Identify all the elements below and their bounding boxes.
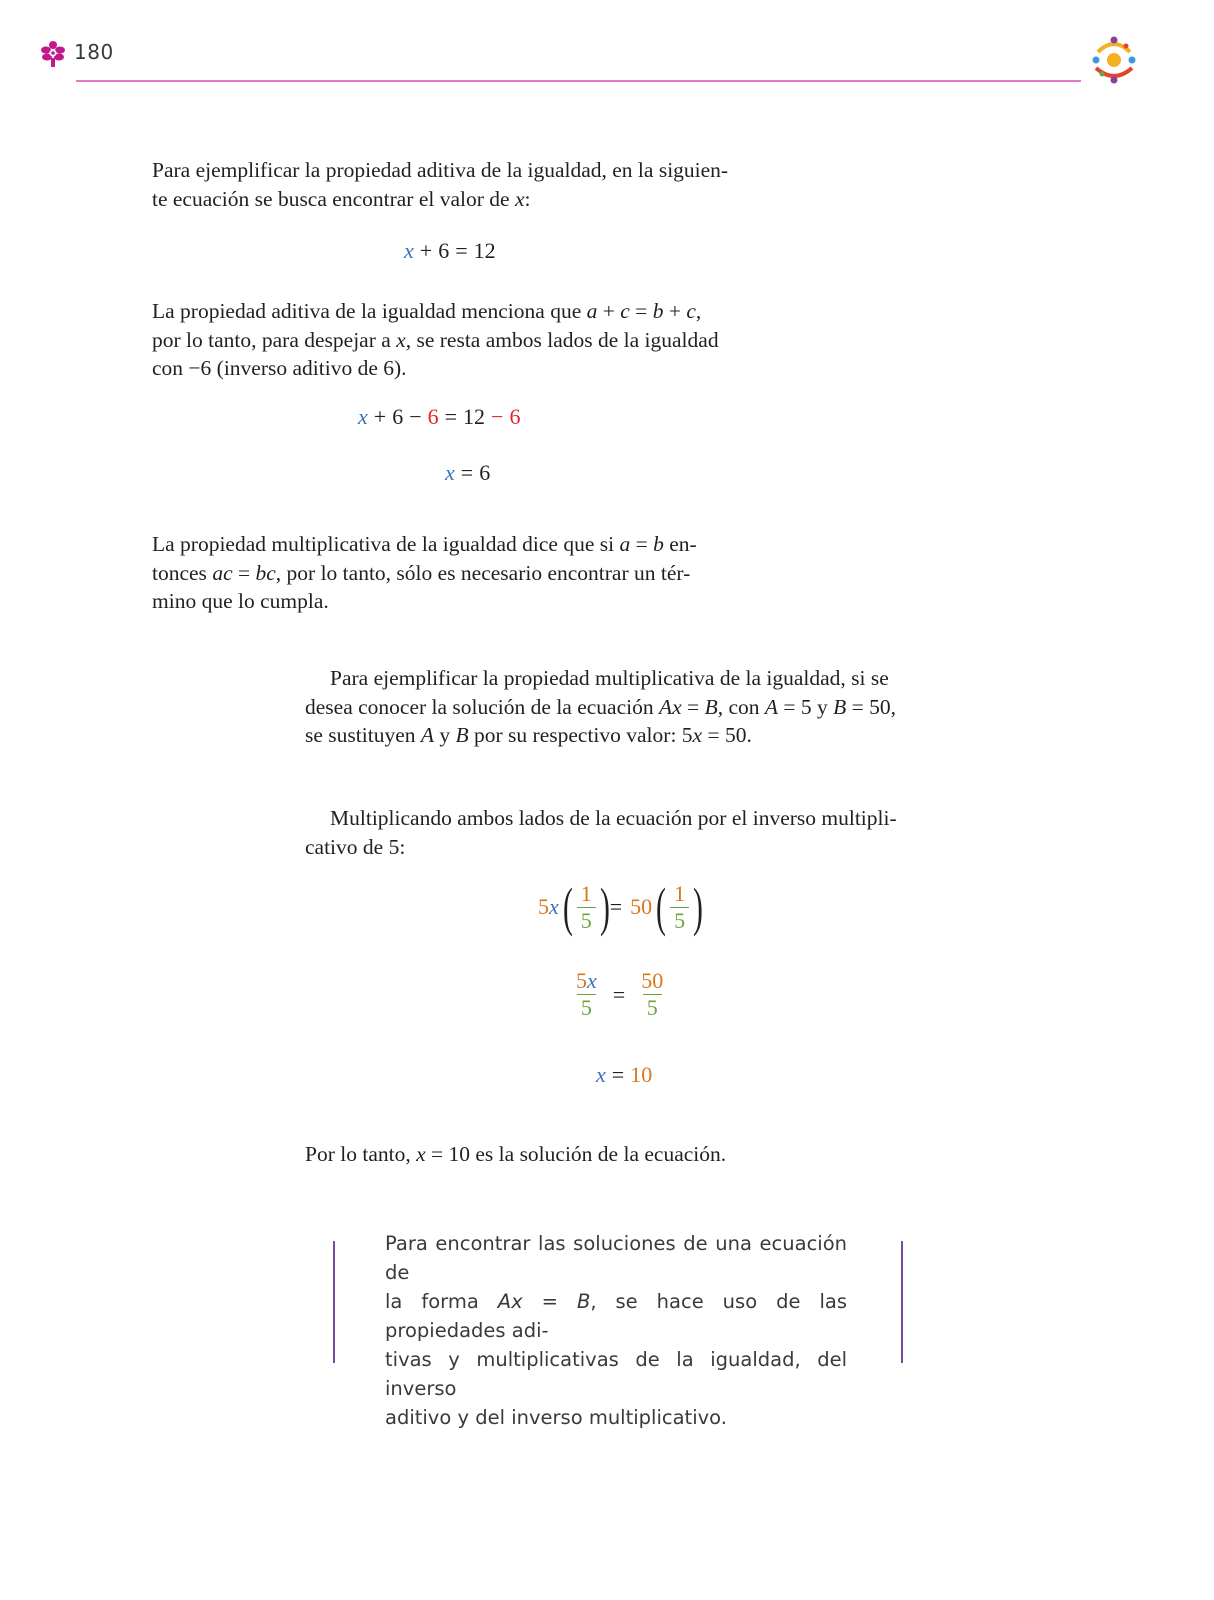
fraction-one-fifth: $\frac{1}{5}$ xyxy=(577,881,596,934)
equation-subtract-6: x + 6 − 6 = 12 − 6 xyxy=(358,404,521,429)
header-rule xyxy=(76,80,1081,82)
equation-fraction-form: $\frac{5x}{5}$ = $\frac{50}{5}$ xyxy=(572,968,667,1021)
note-text: Para encontrar las soluciones de una ecuación de la forma Ax = B, se hace uso de las propiedades adi- tivas y multiplicativas de la igualdad, del inverso aditivo y del inverso multiplicativo. xyxy=(385,1232,847,1429)
paragraph-multiply-inverse: Multiplicando ambos lados de la ecuación por el inverso multipli- cativo de 5: xyxy=(305,806,897,859)
fraction-50-over-5: $\frac{50}{5}$ xyxy=(641,968,664,1020)
equation-x-equals-6: x = 6 xyxy=(445,460,491,485)
flower-icon xyxy=(40,40,66,68)
paragraph-multiplicative-property: La propiedad multiplicativa de la igualdad dice que si a = b en- tonces ac = bc, por lo tanto, sólo es necesario encontrar un tér- mino que lo cumpla. xyxy=(152,532,697,613)
equation-x-equals-10: x = 10 xyxy=(596,1062,653,1087)
page-number: 180 xyxy=(74,40,114,64)
fraction-5x-over-5: $\frac{5x}{5}$ xyxy=(576,968,597,1020)
paragraph-additive-intro: Para ejemplificar la propiedad aditiva de la igualdad, en la siguien- te ecuación se busca encontrar el valor de x: xyxy=(152,158,729,211)
note-box xyxy=(333,1232,903,1429)
paragraph-conclusion: Por lo tanto, x = 10 es la solución de la ecuación. xyxy=(305,1142,727,1166)
logo-icon xyxy=(1088,34,1140,86)
paragraph-additive-property: La propiedad aditiva de la igualdad menciona que a + c = b + c, por lo tanto, para despejar a x, se resta ambos lados de la igualdad con −6 (inverso aditivo de 6). xyxy=(152,299,719,380)
paragraph-multiplicative-example: Para ejemplificar la propiedad multiplicativa de la igualdad, si se desea conocer la solución de la ecuación Ax = B, con A = 5 y B = 50, se sustituyen A y B por su respectivo valor: 5x = 50. xyxy=(305,666,897,747)
equation-x-plus-6: x + 6 = 12 xyxy=(404,238,496,263)
fraction-one-fifth: $\frac{1}{5}$ xyxy=(670,881,689,934)
equation-multiply-by-inverse: 5 x ( $\frac{1}{5}$ ) = 50 ( $\frac{1}{5}$ ) xyxy=(538,877,704,937)
